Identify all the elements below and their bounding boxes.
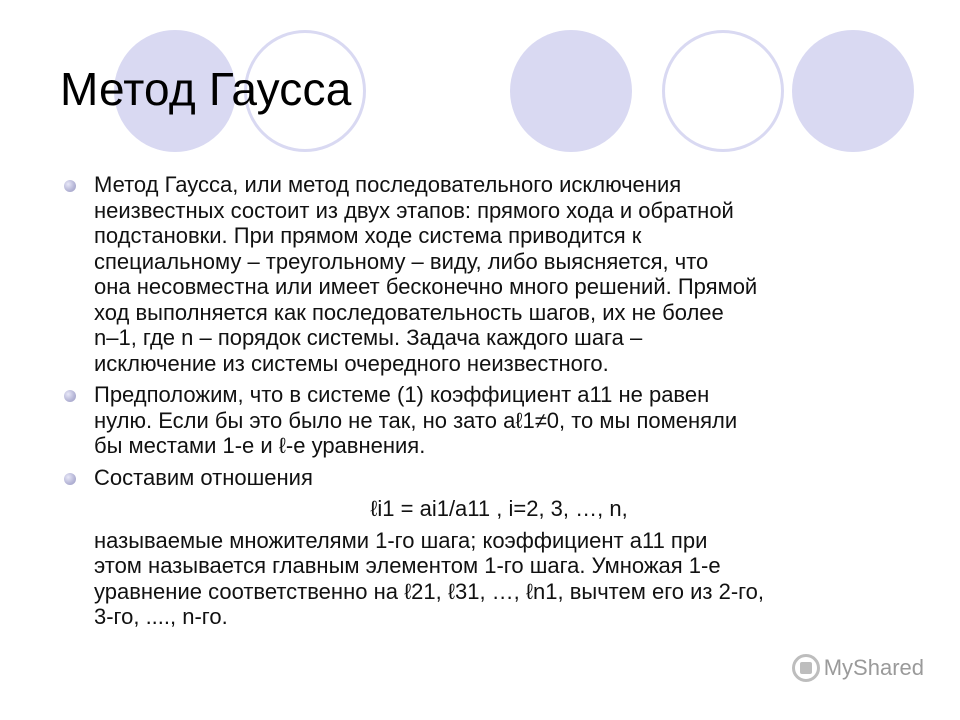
p1-line-8: исключение из системы очередного неизвестного. <box>94 350 609 376</box>
myshared-logo <box>792 654 924 682</box>
p1-line-4: специальному – треугольному – виду, либо выясняется, что <box>94 248 709 274</box>
p2-line-1: Предположим, что в системе (1) коэффициент a11 не равен <box>94 382 710 407</box>
p1-line-3: подстановки. При прямом ходе система приводится к <box>94 223 642 248</box>
slide-content <box>64 172 904 630</box>
bullet-icon <box>64 473 76 485</box>
decor-circle-5 <box>792 30 914 152</box>
after-line-1: называемые множителями 1-го шага; коэффициент a11 при <box>94 527 708 553</box>
after-line-2: этом называется главным элементом 1-го шага. Умножая 1-е <box>94 553 721 578</box>
decor-circle-4 <box>662 30 784 152</box>
paragraph-1 <box>94 172 904 376</box>
p1-line-5: она несовместна или имеет бесконечно много решений. Прямой <box>94 274 758 299</box>
bullet-icon <box>64 390 76 402</box>
p2-line-3: бы местами 1-е и ℓ-е уравнения. <box>94 433 426 458</box>
slide-title: Метод Гаусса <box>60 63 352 115</box>
after-line-4: 3-го, ...., n-го. <box>94 604 228 629</box>
logo-text: MyShared <box>823 655 924 680</box>
multiplier-formula: ℓi1 = ai1/a11 , i=2, 3, …, n, <box>370 496 628 521</box>
bullet-item-2 <box>64 382 904 459</box>
p1-line-1: Метод Гаусса, или метод последовательного исключения <box>94 172 682 197</box>
p1-line-2: неизвестных состоит из двух этапов: прямого хода и обратной <box>94 197 734 223</box>
paragraph-3: Составим отношения <box>94 464 313 490</box>
paragraph-after-formula <box>64 528 904 630</box>
p1-line-7: n–1, где n – порядок системы. Задача каждого шага – <box>94 325 643 350</box>
bullet-item-3 <box>64 465 904 491</box>
bullet-icon <box>64 180 76 192</box>
logo-icon <box>792 654 820 682</box>
p1-line-6: ход выполняется как последовательность шагов, их не более <box>94 299 724 325</box>
decor-circle-3 <box>510 30 632 152</box>
bullet-item-1 <box>64 172 904 376</box>
paragraph-2 <box>94 382 904 459</box>
p2-line-2: нулю. Если бы это было не так, но зато aℓ1≠0, то мы поменяли <box>94 407 738 433</box>
after-line-3: уравнение соответственно на ℓ21, ℓ31, …, ℓn1, вычтем его из 2-го, <box>94 578 765 604</box>
